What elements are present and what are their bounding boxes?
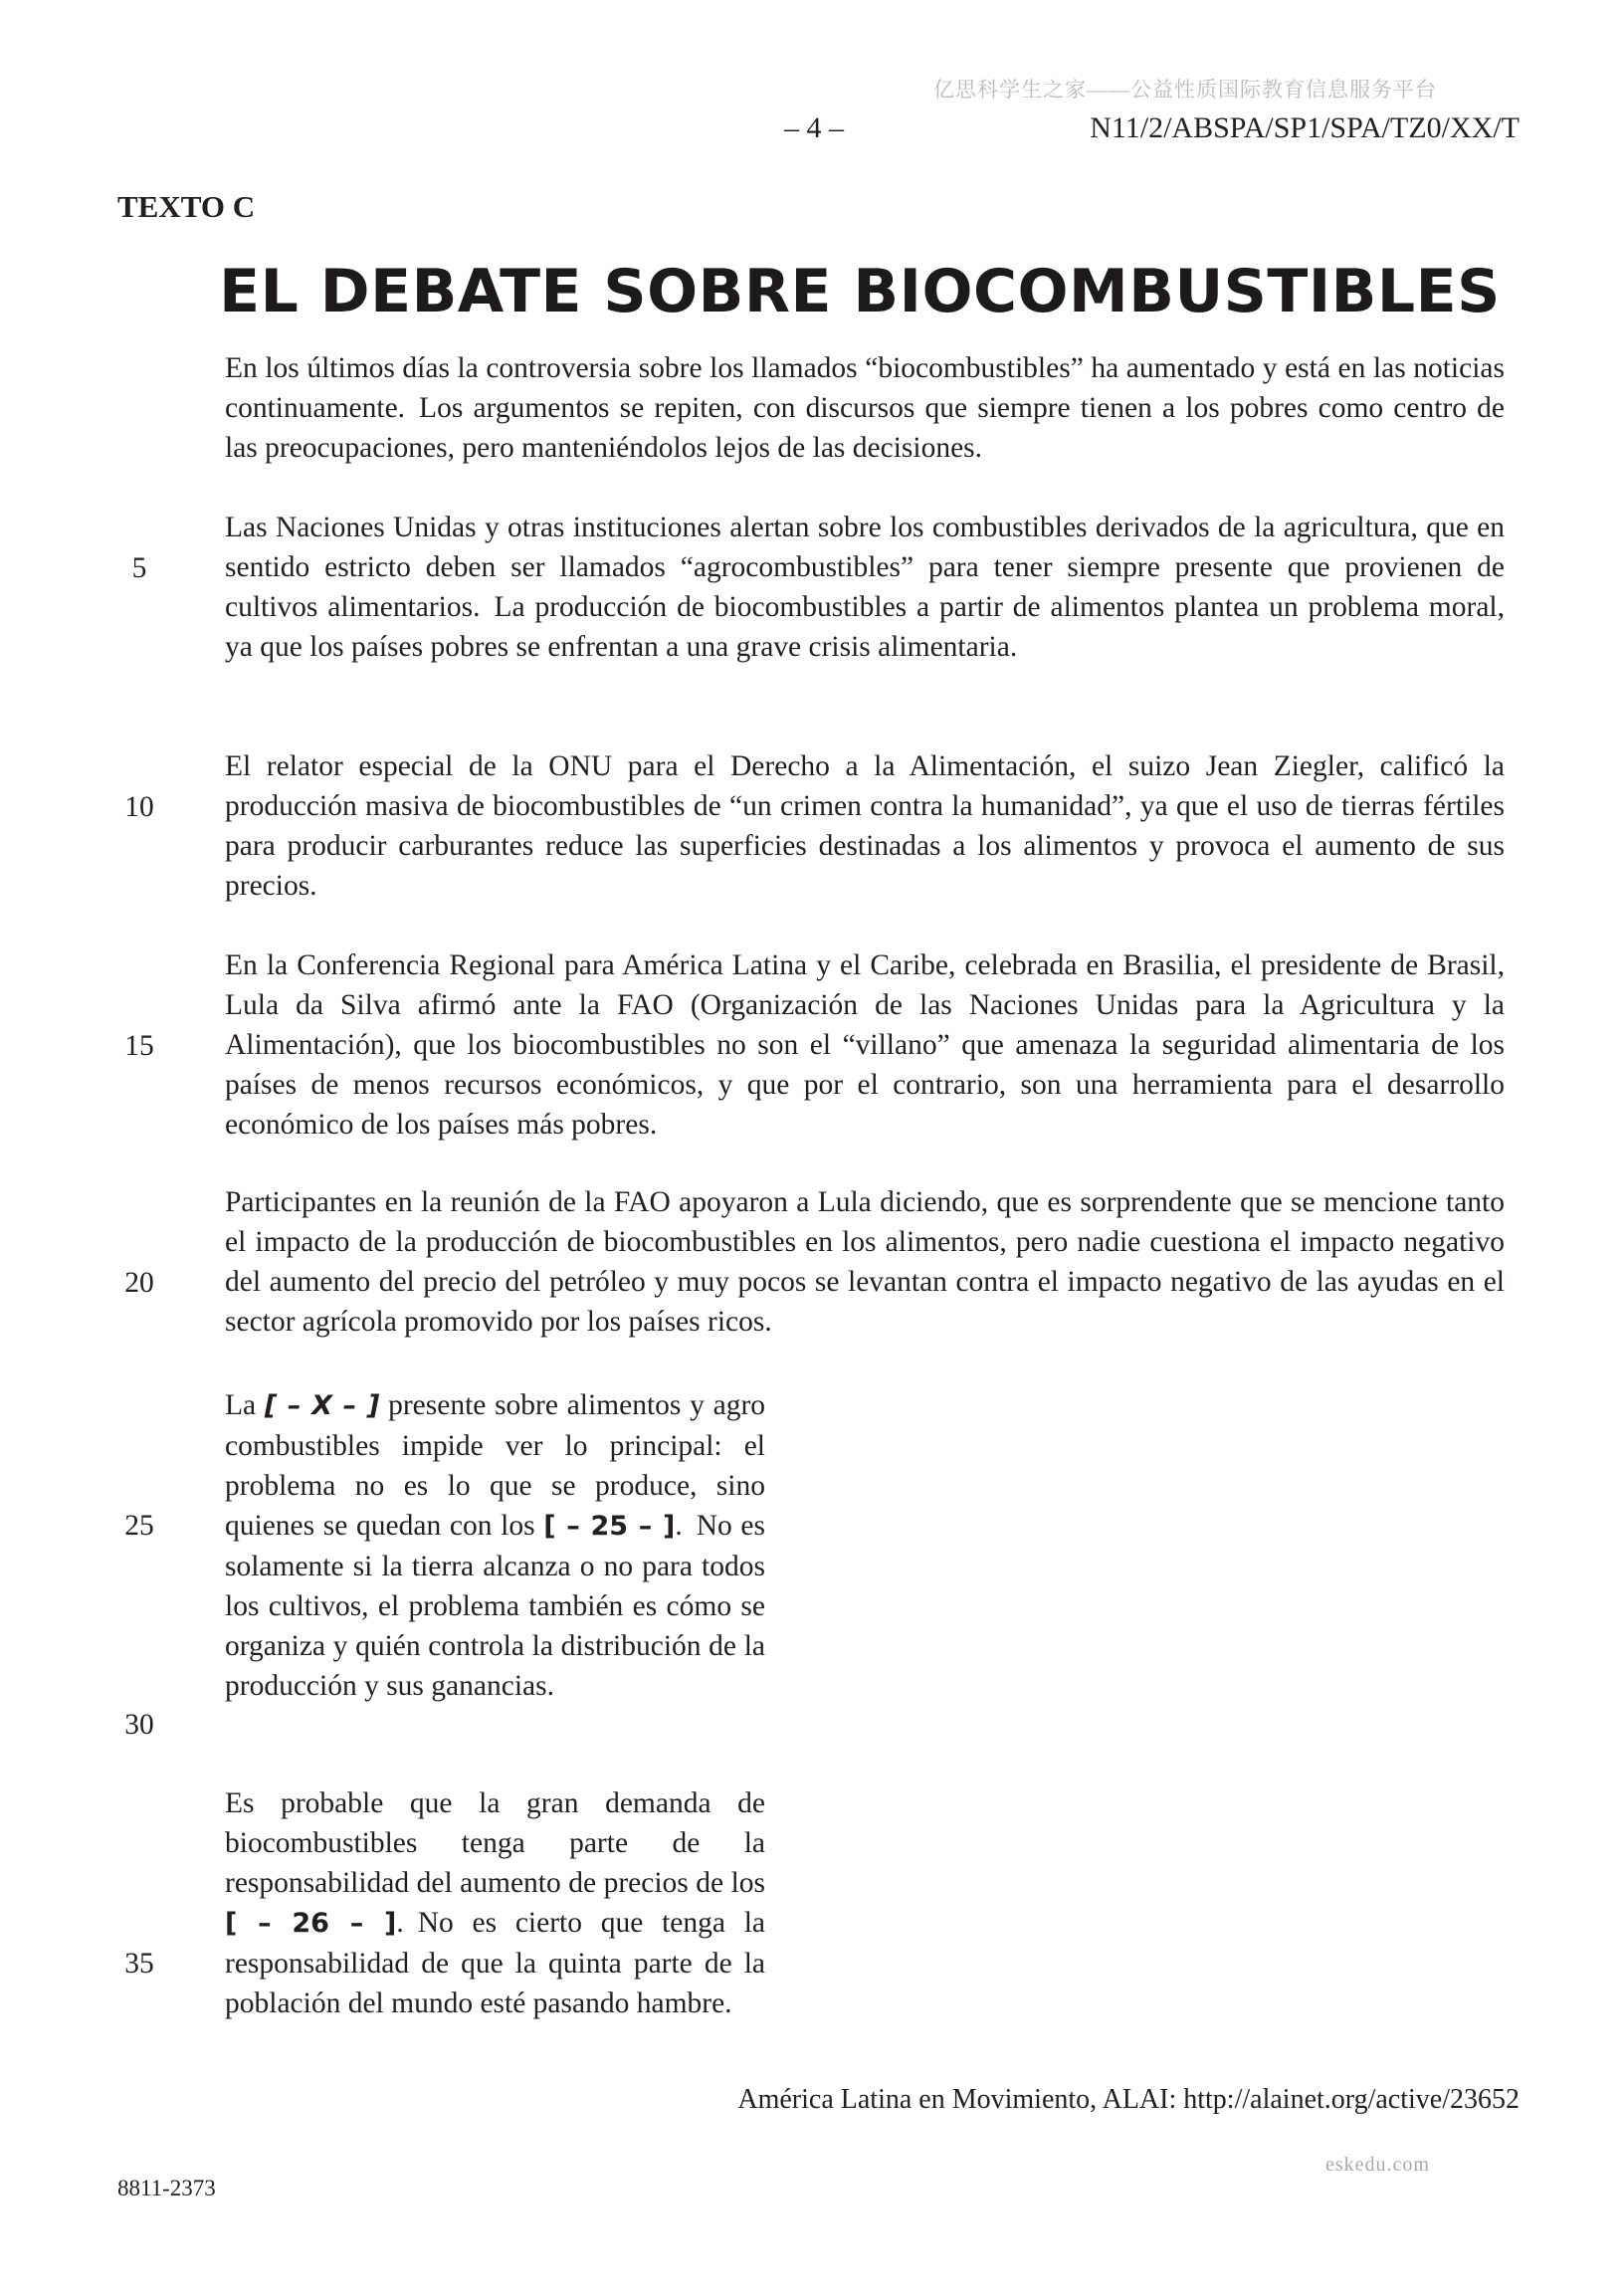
paragraph-1: En los últimos días la controversia sobre los llamados “biocombustibles” ha aumentado y está en las noticias continuamente. Los argumentos se repiten, con discursos que siempre tienen a los pobres como centro de las preocupaciones, pero manteniéndolos lejos de las decisiones. [225,352,1505,464]
paragraph-3: El relator especial de la ONU para el Derecho a la Alimentación, el suizo Jean Ziegler, calificó la producción masiva de biocombustibles de “un crimen contra la humanidad”, ya que el uso de tierras fértiles para producir carburantes reduce las superficies destinadas a los alimentos y provoca el aumento de sus precios. [225,750,1505,902]
line-number-25: 25 [124,1510,154,1542]
blank-25: [ – 25 – ] [543,1511,676,1542]
line-number-30: 30 [124,1709,154,1741]
article-title: EL DEBATE SOBRE BIOCOMBUSTIBLES [219,257,1501,326]
paragraph-7: Es probable que la gran demanda de biocombustibles tenga parte de la responsabilidad del aumento de precios de los [ – 26 – ]. No es cierto que tenga la responsabilidad de que la quinta parte de la población del mundo esté pasando hambre. [225,1787,765,2019]
line-number-15: 15 [124,1030,154,1062]
exam-code: N11/2/ABSPA/SP1/SPA/TZ0/XX/T [1090,111,1520,144]
watermark-header: 亿思科学生之家——公益性质国际教育信息服务平台 [933,78,1437,102]
blank-26: [ – 26 – ] [225,1908,397,1939]
footer-code: 8811-2373 [117,2176,216,2200]
paragraph-2: Las Naciones Unidas y otras instituciones alertan sobre los combustibles derivados de la agricultura, que en sentido estricto deben ser llamados “agrocombustibles” para tener siempre presente que provienen de cultivos alimentarios. La producción de biocombustibles a partir de alimentos plantea un problema moral, ya que los países pobres se enfrentan a una grave crisis alimentaria. [225,512,1505,663]
blank-x: [ – X – ] [264,1390,380,1421]
line-number-5: 5 [131,552,147,584]
paragraph-6: La [ – X – ] presente sobre alimentos y agro combustibles impide ver lo principal: el problema no es lo que se produce, sino quienes se quedan con los [ – 25 – ]. No es solamente si la tierra alcanza o no para todos los cultivos, el problema también es cómo se organiza y quién controla la distribución de la producción y sus ganancias. [225,1389,766,1702]
page-number: – 4 – [784,111,844,144]
paragraph-5: Participantes en la reunión de la FAO apoyaron a Lula diciendo, que es sorprendente que se mencione tanto el impacto de la producción de biocombustibles en los alimentos, pero nadie cuestiona el impacto negativo del aumento del precio del petróleo y muy pocos se levantan contra el impacto negativo de las ayudas en el sector agrícola promovido por los países ricos. [225,1186,1505,1338]
section-label: TEXTO C [117,189,256,224]
line-number-35: 35 [124,1948,154,1980]
watermark-footer: eskedu.com [1325,2154,1430,2176]
line-number-10: 10 [124,791,154,823]
paragraph-4: En la Conferencia Regional para América Latina y el Caribe, celebrada en Brasilia, el presidente de Brasil, Lula da Silva afirmó ante la FAO (Organización de las Naciones Unidas para la Agricultura y la Alimentación), que los biocombustibles no son el “villano” que amenaza la seguridad alimentaria de los países de menos recursos económicos, y que por el contrario, son una herramienta para el desarrollo económico de los países más pobres. [225,949,1505,1141]
line-number-20: 20 [124,1267,154,1299]
source-citation: América Latina en Movimiento, ALAI: http://alainet.org/active/23652 [737,2084,1520,2115]
